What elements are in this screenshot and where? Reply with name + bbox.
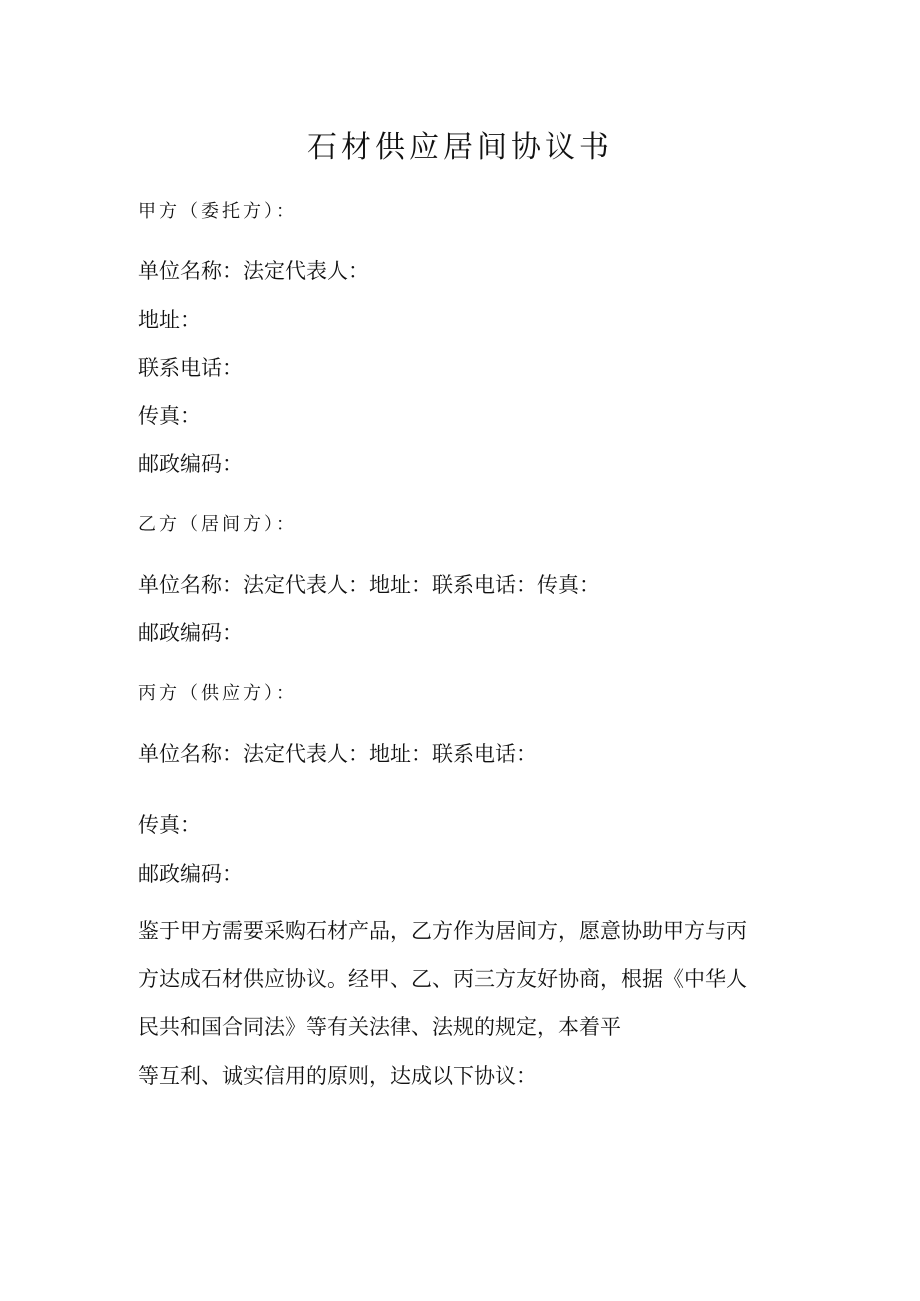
party-c-line-details: 单位名称：法定代表人：地址：联系电话： xyxy=(138,742,537,766)
party-c-line-postcode: 邮政编码： xyxy=(138,862,243,886)
party-c-line-fax: 传真： xyxy=(138,813,201,837)
party-a-line-fax: 传真： xyxy=(138,404,201,428)
party-b-line-details: 单位名称：法定代表人：地址：联系电话：传真： xyxy=(138,573,600,597)
party-c-heading: 丙方（供应方）： xyxy=(138,683,297,704)
party-a-line-name-representative: 单位名称：法定代表人： xyxy=(138,259,369,283)
party-b-line-postcode: 邮政编码： xyxy=(138,621,243,645)
document-title: 石材供应居间协议书 xyxy=(307,130,613,165)
party-a-heading: 甲方（委托方）： xyxy=(138,201,297,222)
party-a-line-address: 地址： xyxy=(138,308,201,332)
preamble-line: 等互利、诚实信用的原则，达成以下协议： xyxy=(138,1064,537,1088)
party-a-line-phone: 联系电话： xyxy=(138,356,243,380)
preamble-line: 民共和国合同法》等有关法律、法规的规定，本着平 xyxy=(138,1015,621,1039)
party-a-line-postcode: 邮政编码： xyxy=(138,452,243,476)
party-b-heading: 乙方（居间方）： xyxy=(138,514,297,535)
preamble-line: 鉴于甲方需要采购石材产品，乙方作为居间方，愿意协助甲方与丙 xyxy=(138,919,747,943)
preamble-line: 方达成石材供应协议。经甲、乙、丙三方友好协商，根据《中华人 xyxy=(138,967,747,991)
